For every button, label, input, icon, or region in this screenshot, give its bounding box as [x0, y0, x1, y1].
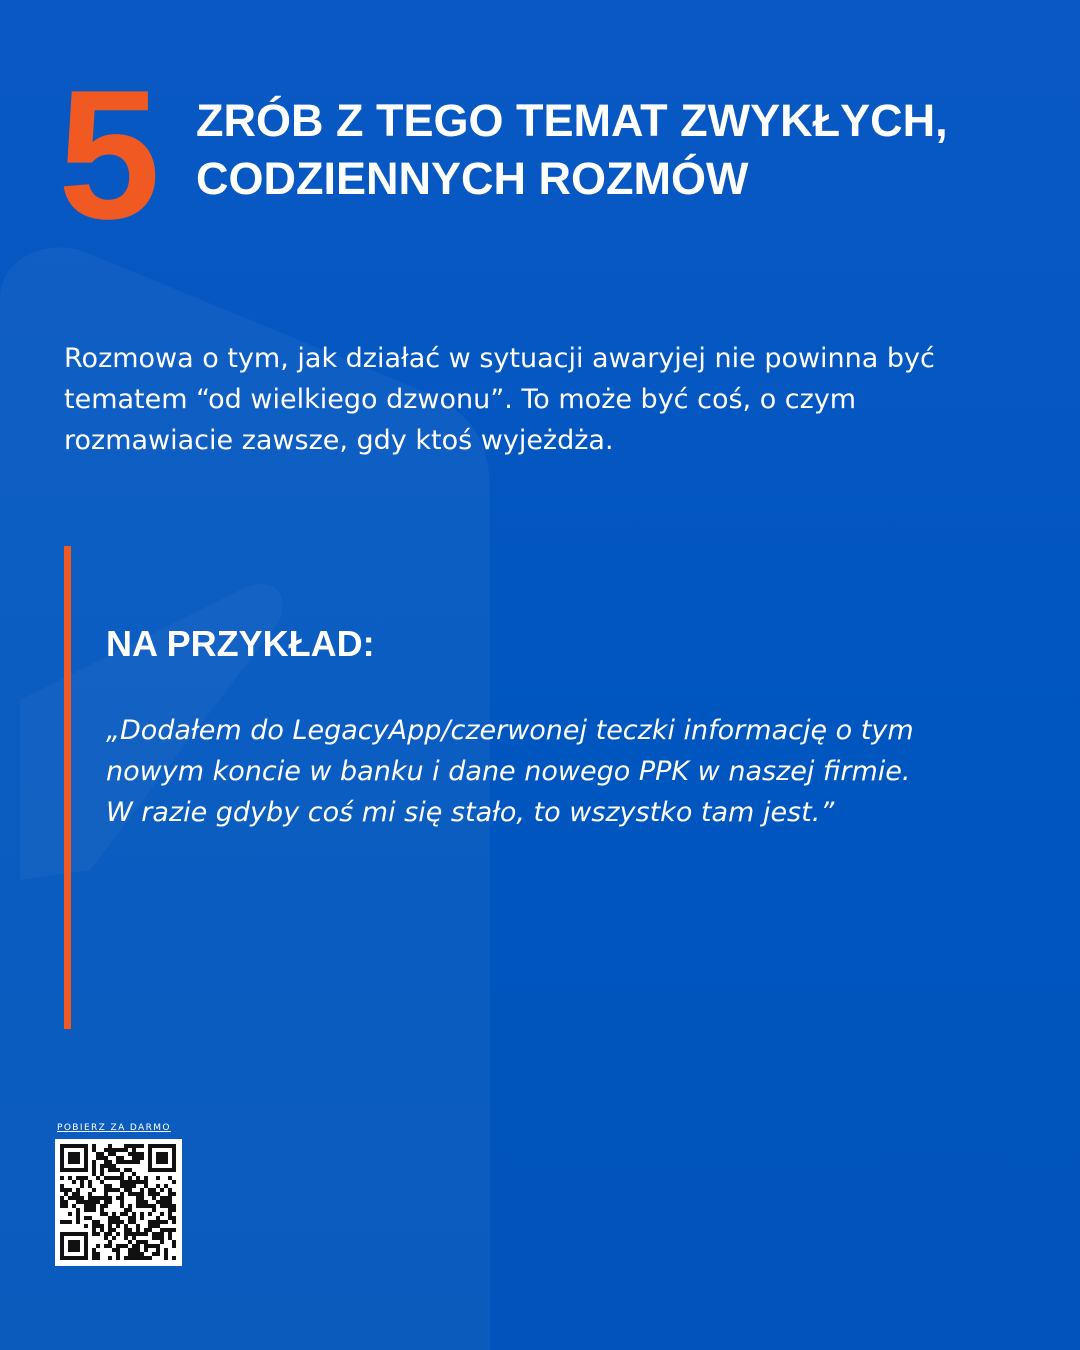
- step-title-line: CODZIENNYCH ROZMÓW: [196, 153, 749, 204]
- quote-accent-bar: [64, 546, 71, 1029]
- intro-line: Rozmowa o tym, jak działać w sytuacji awaryjej nie powinna być: [64, 343, 935, 374]
- quote-line: „Dodałem do LegacyApp/czerwonej teczki informację o tym: [106, 715, 914, 746]
- quote-line: nowym koncie w banku i dane nowego PPK w naszej firmie.: [106, 756, 911, 787]
- example-heading: NA PRZYKŁAD:: [106, 623, 375, 664]
- step-number: 5: [58, 51, 157, 257]
- download-link[interactable]: POBIERZ ZA DARMO: [57, 1123, 171, 1133]
- intro-line: rozmawiacie zawsze, gdy ktoś wyjeżdża.: [64, 425, 614, 456]
- quote-line: W razie gdyby coś mi się stało, to wszystko tam jest.”: [106, 797, 835, 828]
- intro-line: tematem “od wielkiego dzwonu”. To może być coś, o czym: [64, 384, 857, 415]
- intro-paragraph: [64, 338, 1024, 461]
- step-title-line: ZRÓB Z TEGO TEMAT ZWYKŁYCH,: [196, 95, 948, 146]
- qr-code-icon[interactable]: [55, 1139, 182, 1266]
- example-quote: [106, 710, 1046, 833]
- step-title: [196, 92, 1036, 208]
- qr-code-graphic: [55, 1139, 182, 1266]
